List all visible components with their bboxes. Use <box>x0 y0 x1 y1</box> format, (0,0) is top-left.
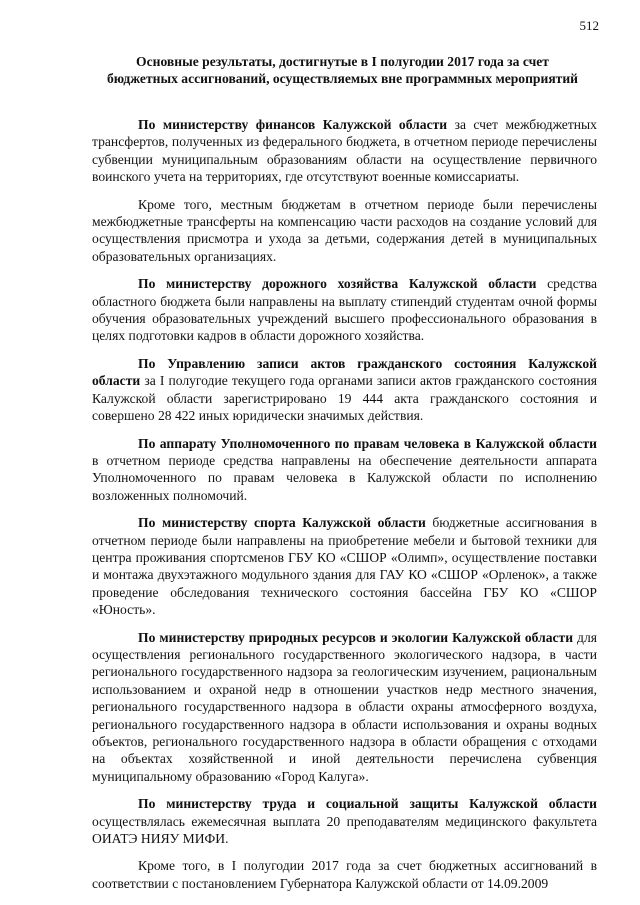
paragraph-text: Кроме того, в I полугодии 2017 года за счет бюджетных ассигнований в соответствии с постановлением Губернатора Калужской области от 14.09.2009 <box>92 858 597 891</box>
paragraph-text: осуществлялась ежемесячная выплата 20 преподавателям медицинского факультета ОИАТЭ НИЯУ МИФИ. <box>92 813 597 847</box>
paragraph-text: в отчетном периоде средства направлены на обеспечение деятельности аппарата Уполномоченного по правам человека в Калужской области по исполнению возложенных полномочий. <box>92 452 597 503</box>
paragraph-finance-additional <box>92 196 597 266</box>
title-line-2: бюджетных ассигнований, осуществляемых вне программных мероприятий <box>106 71 579 86</box>
paragraph-heading: По министерству финансов Калужской области <box>138 117 448 132</box>
paragraph-sport-ministry <box>92 514 597 618</box>
title-line-1: Основные результаты, достигнутые в I полугодии 2017 года за счет <box>136 54 549 69</box>
paragraph-human-rights <box>92 435 597 505</box>
paragraph-text: Кроме того, местным бюджетам в отчетном периоде были перечислены межбюджетные трансферты на компенсацию части расходов на создание условий для осуществления присмотра и ухода за детьми, содержания детей в муниципальных образовательных организациях. <box>92 196 597 264</box>
paragraph-heading: По аппарату Уполномоченного по правам человека в Калужской области <box>138 435 597 451</box>
paragraph-road-ministry <box>92 275 597 345</box>
paragraph-text: за I полугодие текущего года органами записи актов гражданского состояния Калужской области зарегистрировано 19 444 акта гражданского состояния и совершено 28 422 иных юридически значимых действия. <box>92 373 597 424</box>
paragraph-text: бюджетные ассигнования в отчетном периоде были направлены на приобретение мебели и бытовой техники для центра проживания спортсменов ГБУ КО «СШОР «Олимп», осуществление поставки и монтажа двухэтажного модульного здания для ГАУ КО «СШОР «Орленок», а также проведение обследования технического состояния бассейна ГБУ КО «СШОР «Юность». <box>92 515 597 618</box>
paragraph-labor-additional <box>92 857 597 892</box>
document-body <box>92 116 597 892</box>
paragraph-labor-ministry <box>92 795 597 847</box>
paragraph-text: для осуществления регионального государственного экологического надзора, в части регионального государственного надзора за геологическим изучением, рациональным использованием и охраной недр в отношении участков недр местного значения, регионального государственного надзора в области охраны атмосферного воздуха, регионального государственного надзора в области использования и охраны водных объектов, регионального государственного надзора в области обращения с отходами на объектах хозяйственной и иной деятельности перечислена субвенция муниципальному образованию «Город Калуга». <box>92 629 597 784</box>
paragraph-finance-ministry <box>92 116 597 186</box>
paragraph-text: средства областного бюджета были направлены на выплату стипендий студентам очной формы обучения образовательных учреждений высшего профессионального образования в целях подготовки кадров в области дорожного хозяйства. <box>92 276 597 344</box>
paragraph-heading: По министерству дорожного хозяйства Калужской области <box>138 276 537 292</box>
paragraph-natural-resources <box>92 629 597 786</box>
paragraph-heading: По министерству труда и социальной защиты Калужской области <box>138 796 597 812</box>
page-number: 512 <box>579 18 599 33</box>
paragraph-heading: По Управлению записи актов гражданского состояния Калужской области <box>92 355 597 389</box>
paragraph-text: за счет межбюджетных трансфертов, полученных из федерального бюджета, в отчетном периоде перечислены субвенции муниципальным образованиям области на осуществление первичного воинского учета на территориях, где отсутствуют военные комиссариаты. <box>92 117 597 185</box>
paragraph-heading: По министерству природных ресурсов и экологии Калужской области <box>138 629 574 645</box>
paragraph-civil-registry <box>92 355 597 425</box>
paragraph-heading: По министерству спорта Калужской области <box>138 515 426 531</box>
document-title <box>90 53 595 87</box>
